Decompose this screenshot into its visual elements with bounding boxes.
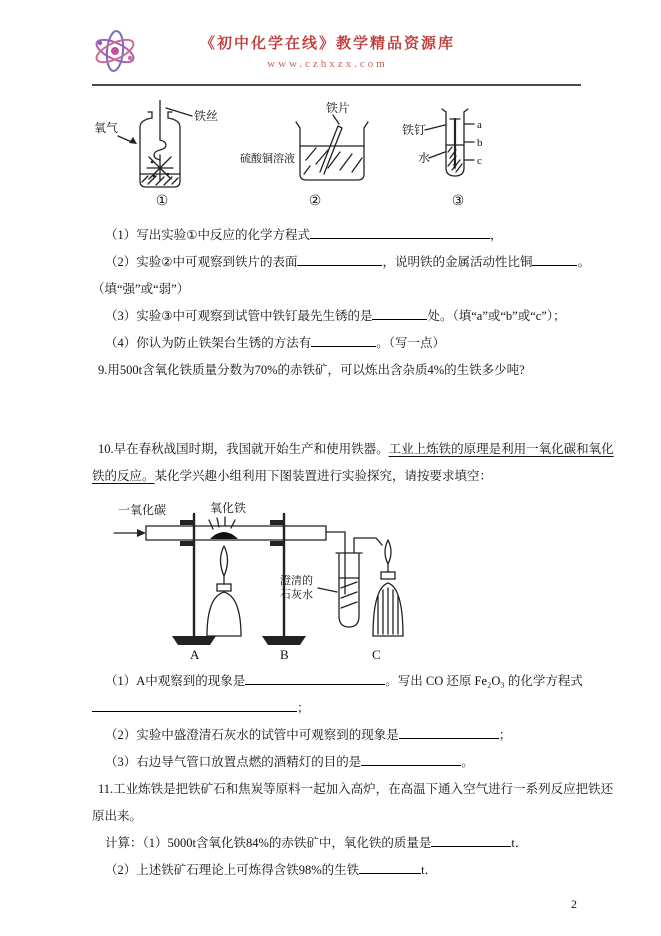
q10-line2 <box>92 463 581 490</box>
q8-sub2 <box>92 249 590 276</box>
answer-blank[interactable] <box>431 833 511 847</box>
figure-1-caption: ① <box>155 194 169 209</box>
limewater-test-tube <box>339 554 359 627</box>
co-arrowhead <box>137 529 146 537</box>
nail-rusting-test-tube-diagram <box>398 100 518 192</box>
iron-sheet <box>320 126 342 174</box>
iron-nail-label: 铁钉 <box>402 123 427 137</box>
text-run: （1）A中观察到的现象是 <box>105 674 246 688</box>
limewater-hatching <box>341 582 357 608</box>
outlet-tube <box>354 538 382 553</box>
lamp-a-flame <box>221 546 228 576</box>
site-title: 《初中化学在线》教学精品资源库 <box>199 36 455 52</box>
experiment-2-figure <box>240 100 390 210</box>
lamp-c-hatching <box>378 588 398 634</box>
q11-calc1 <box>92 830 581 857</box>
answer-blank[interactable] <box>92 698 297 712</box>
limewater-pointer-line <box>318 588 337 592</box>
water-label: 水 <box>418 151 431 165</box>
text-run: （填“强”或“弱”） <box>92 282 190 296</box>
page-header <box>92 28 581 86</box>
text-run: 计算：（1）5000t含氧化铁84%的赤铁矿中，氧化铁的质量是 <box>105 836 432 850</box>
text-run: ； <box>498 728 512 742</box>
site-logo-atom-icon <box>92 28 138 74</box>
page-number: 2 <box>571 897 577 911</box>
text-run: 处。（填“a”或“b”或“c”）； <box>427 309 566 323</box>
part-a-label: A <box>190 647 200 662</box>
carbon-monoxide-label: 一氧化碳 <box>118 503 167 517</box>
experiment-1-figure <box>92 100 232 210</box>
mark-c-label: c <box>477 155 482 167</box>
text-run: 原出来。 <box>92 809 143 823</box>
iron-sheet-pointer-line <box>333 115 339 124</box>
q11-calc2 <box>92 857 581 884</box>
spark-burst <box>147 155 173 181</box>
co-reduction-apparatus-diagram <box>110 496 420 664</box>
answer-blank[interactable] <box>310 225 490 239</box>
iron-oxide-powder-mound <box>210 532 238 539</box>
stand-b-clamp <box>270 520 284 525</box>
text-run: 。（写一点） <box>376 336 446 350</box>
iron-wire-in-oxygen-diagram <box>92 100 232 192</box>
text-run: 11.工业炼铁是把铁矿石和焦炭等原料一起加入高炉，在高温下通入空气进行一系列反应把铁还 <box>98 782 614 796</box>
text-run: 工业上炼铁的原理是利用一氧化碳和氧化 <box>388 442 614 456</box>
oxygen-arrowhead <box>129 137 137 144</box>
heated-powder-spikes <box>209 517 235 529</box>
questions-block-1 <box>92 222 590 384</box>
site-url[interactable]: www.czhxzx.com <box>267 58 388 70</box>
solution-label: 硫酸铜溶液 <box>240 153 295 165</box>
q10-sub1-line2 <box>92 695 581 722</box>
limewater-label-line2: 石灰水 <box>280 589 313 601</box>
text-run: 某化学兴趣小组利用下图装置进行实验探究，请按要求填空： <box>154 469 493 483</box>
answer-blank[interactable] <box>532 252 577 266</box>
q10-sub3 <box>92 749 581 776</box>
question-10-block <box>92 436 614 490</box>
iron-in-copper-sulfate-diagram <box>240 100 390 192</box>
experiment-3-figure <box>398 100 518 210</box>
text-run: （3）实验③中可观察到试管中铁钉最先生锈的是 <box>105 309 373 323</box>
q11-line1 <box>92 776 614 803</box>
stand-b-base <box>262 636 306 645</box>
part-b-label: B <box>280 647 289 662</box>
header-text-block <box>138 32 581 70</box>
answer-blank[interactable] <box>399 725 499 739</box>
apparatus-figure <box>92 496 581 664</box>
questions-block-2 <box>92 668 614 884</box>
q10-line1 <box>92 436 614 463</box>
part-c-label: C <box>372 647 381 662</box>
mark-a-label: a <box>477 119 482 131</box>
text-run: ； <box>297 701 310 715</box>
text-run: （4）你认为防止铁架台生锈的方法有 <box>105 336 312 350</box>
answer-blank[interactable] <box>361 752 461 766</box>
delivery-tube <box>326 532 345 594</box>
text-run: 。 <box>577 255 590 269</box>
iron-oxide-label: 氧化铁 <box>210 501 247 515</box>
text-run: （1）写出实验①中反应的化学方程式 <box>105 228 310 242</box>
text-run: 。 <box>461 755 474 769</box>
iron-sheet-label: 铁片 <box>326 101 351 115</box>
nail-pointer-line <box>425 125 445 130</box>
answer-blank[interactable] <box>372 306 427 320</box>
text-run: （2）实验中盛澄清石灰水的试管中可观察到的现象是 <box>105 728 399 742</box>
stand-a-clamp <box>180 520 194 525</box>
lamp-a-neck <box>217 584 231 591</box>
experiment-figures-row <box>92 100 581 210</box>
answer-blank[interactable] <box>297 252 382 266</box>
alcohol-lamp-a <box>207 592 241 636</box>
text-run: （2）实验②中可观察到铁片的表面 <box>105 255 298 269</box>
text-run: t． <box>421 863 438 877</box>
q8-sub2-note <box>92 276 581 303</box>
q10-sub1-line1 <box>92 668 581 695</box>
answer-blank[interactable] <box>245 671 385 685</box>
text-run: t． <box>511 836 528 850</box>
iron-wire-label: 铁丝 <box>194 109 219 123</box>
q10-sub2 <box>92 722 581 749</box>
q8-sub3 <box>92 303 581 330</box>
q8-sub4 <box>92 330 581 357</box>
text-run: 。写出 CO 还原 Fe₂O₃ 的化学方程式 <box>385 674 583 688</box>
q11-line2 <box>92 803 581 830</box>
stand-a-base <box>172 636 216 645</box>
lamp-c-flame <box>385 540 391 564</box>
lamp-c-neck <box>381 572 395 579</box>
text-run: 9.用500t含氧化铁质量分数为70%的赤铁矿，可以炼出含杂质4%的生铁多少吨? <box>98 363 525 377</box>
q8-sub1 <box>92 222 581 249</box>
text-run: 铁的反应。 <box>92 469 155 483</box>
text-run: （3）右边导气管口放置点燃的酒精灯的目的是 <box>105 755 362 769</box>
text-run: （2）上述铁矿石理论上可炼得含铁98%的生铁 <box>105 863 360 877</box>
text-run: ， <box>489 228 503 242</box>
q9 <box>92 357 581 384</box>
oxygen-label: 氧气 <box>94 121 119 135</box>
answer-blank[interactable] <box>359 860 421 874</box>
answer-blank[interactable] <box>311 333 376 347</box>
figure-2-caption: ② <box>308 194 322 209</box>
water-pointer-line <box>429 152 445 158</box>
figure-3-caption: ③ <box>451 194 465 209</box>
limewater-label-line1: 澄清的 <box>280 575 313 587</box>
mark-b-label: b <box>477 137 483 149</box>
text-run: ，说明铁的金属活动性比铜 <box>382 255 533 269</box>
text-run: 10.早在春秋战国时期，我国就开始生产和使用铁器。 <box>98 442 389 456</box>
